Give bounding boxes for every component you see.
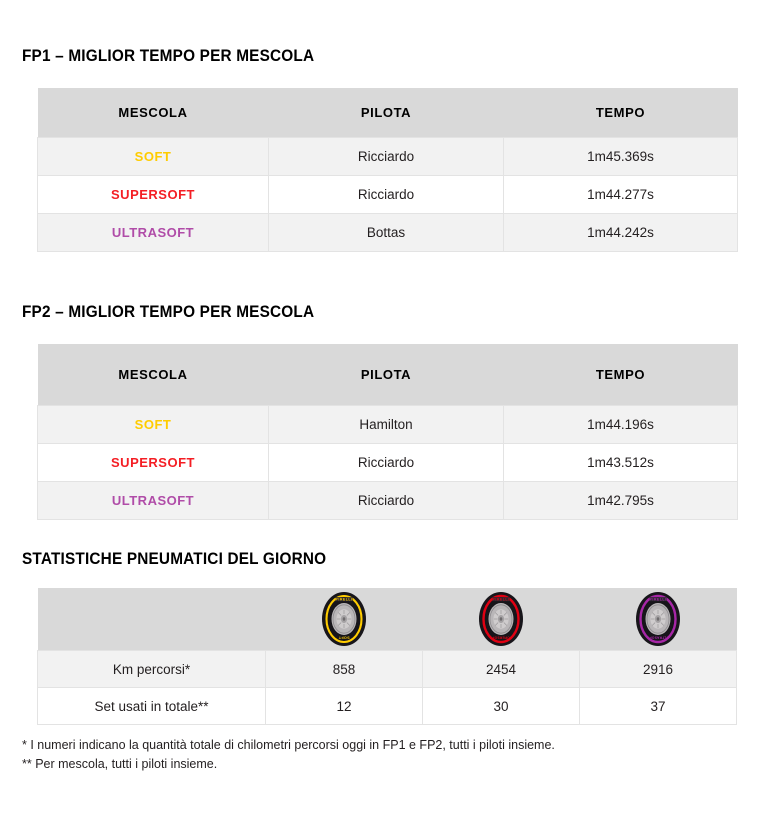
table-row [38,444,738,482]
cell-compound [38,138,269,176]
tyre-ultrasoft-icon [635,591,681,647]
table-row [38,688,737,725]
cell-sets-supersoft: 30 [423,688,580,725]
page-title-stats: STATISTICHE PNEUMATICI DEL GIORNO [22,550,327,568]
table-tyre-statistics [37,588,737,725]
cell-driver: Ricciardo [269,138,504,176]
tyre-supersoft-icon [478,591,524,647]
cell-driver: Ricciardo [269,444,504,482]
tyre-soft-icon [321,591,367,647]
table-header-row [38,344,738,406]
cell-km-soft: 858 [266,651,423,688]
table-row [38,406,738,444]
cell-km-supersoft: 2454 [423,651,580,688]
page-title-fp1: FP1 – MIGLIOR TEMPO PER MESCOLA [22,47,315,65]
column-header-tempo: TEMPO [504,344,738,406]
cell-time: 1m44.196s [504,406,738,444]
cell-sets-soft: 12 [266,688,423,725]
cell-driver: Hamilton [269,406,504,444]
cell-km-ultrasoft: 2916 [580,651,737,688]
svg-text:SUPERSOFT: SUPERSOFT [489,635,513,640]
cell-time: 1m45.369s [504,138,738,176]
footnote-single-asterisk: * I numeri indicano la quantità totale di chilometri percorsi oggi in FP1 e FP2, tutti i piloti insieme. [22,738,555,752]
cell-compound [38,406,269,444]
cell-time: 1m44.277s [504,176,738,214]
column-header-blank [38,588,266,651]
svg-text:SOFT: SOFT [338,635,350,640]
column-header-pilota: PILOTA [269,88,504,138]
compound-label-supersoft: SUPERSOFT [111,455,195,470]
table-header-row [38,588,737,651]
compound-label-ultrasoft: ULTRASOFT [111,225,195,240]
table-fp1-best-times [37,88,738,252]
cell-time: 1m43.512s [504,444,738,482]
column-header-mescola: MESCOLA [38,344,269,406]
row-label-sets: Set usati in totale** [38,688,266,725]
table-row [38,176,738,214]
svg-text:PIRELLI: PIRELLI [335,597,353,602]
cell-compound [38,176,269,214]
footnote-double-asterisk: ** Per mescola, tutti i piloti insieme. [22,757,218,772]
column-header-tyre-soft [266,588,423,651]
compound-label-supersoft: SUPERSOFT [111,187,195,202]
column-header-tyre-supersoft [423,588,580,651]
cell-driver: Ricciardo [269,176,504,214]
table-fp2-best-times [37,344,738,520]
footnotes [22,736,555,775]
cell-sets-ultrasoft: 37 [580,688,737,725]
cell-compound [38,444,269,482]
svg-text:PIRELLI: PIRELLI [492,597,510,602]
column-header-tempo: TEMPO [504,88,738,138]
cell-compound [38,214,269,252]
table-row [38,138,738,176]
svg-text:ULTRASOFT: ULTRASOFT [647,635,669,640]
table-row [38,482,738,520]
table-row [38,651,737,688]
column-header-mescola: MESCOLA [38,88,269,138]
row-label-km: Km percorsi* [38,651,266,688]
compound-label-ultrasoft: ULTRASOFT [111,493,195,508]
page-title-fp2: FP2 – MIGLIOR TEMPO PER MESCOLA [22,303,315,321]
cell-driver: Ricciardo [269,482,504,520]
cell-driver: Bottas [269,214,504,252]
compound-label-soft: SOFT [134,149,172,164]
compound-label-soft: SOFT [134,417,172,432]
cell-time: 1m44.242s [504,214,738,252]
table-header-row [38,88,738,138]
table-row [38,214,738,252]
svg-text:PIRELLI: PIRELLI [649,597,667,602]
column-header-pilota: PILOTA [269,344,504,406]
column-header-tyre-ultrasoft [580,588,737,651]
cell-compound [38,482,269,520]
cell-time: 1m42.795s [504,482,738,520]
